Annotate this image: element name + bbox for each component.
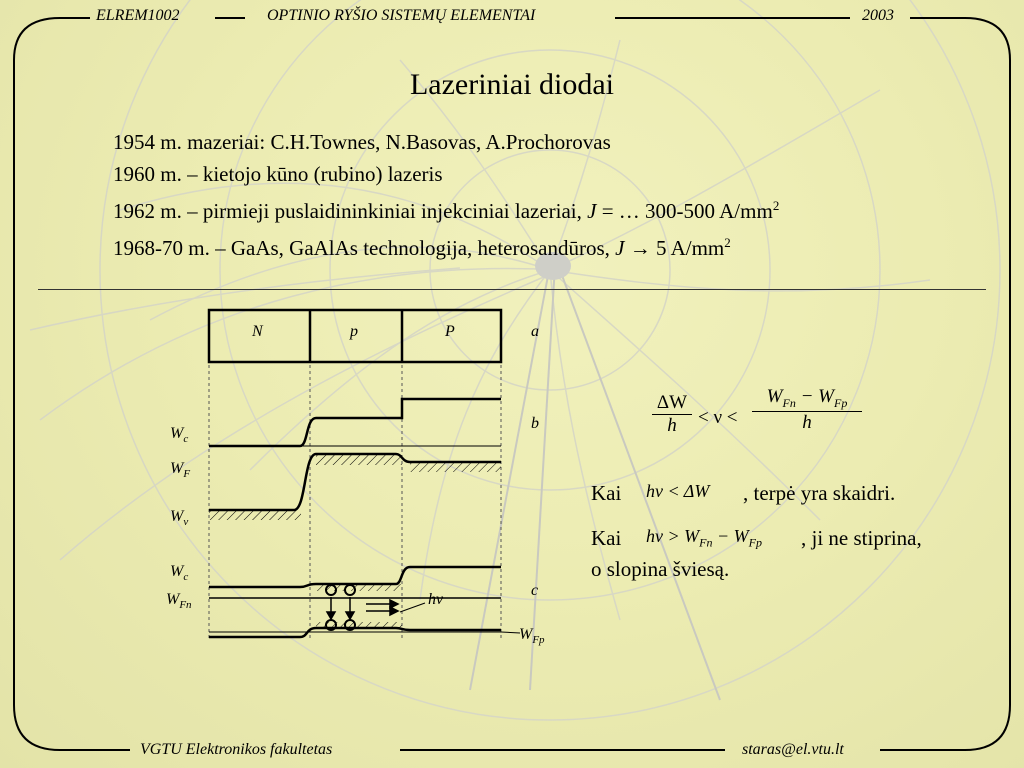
condition-2-formula: $h\nu > W_{Fn} - W_{Fp}$	[646, 526, 762, 550]
history-line-1962: 1962 m. – pirmieji puslaidininkiniai injekciniai lazeriai, J = … 300-500 $A/mm^2$	[113, 198, 780, 223]
wv-label: $W_v$	[170, 508, 189, 529]
wfp-label: $W_{Fp}$	[519, 626, 545, 647]
wc2-label: $W_c$	[170, 563, 189, 584]
condition-2-result: , ji ne stiprina,	[801, 526, 922, 550]
region-p-label: p	[350, 323, 358, 340]
band-diagram-equilibrium	[209, 399, 501, 510]
condition-1-result: , terpė yra skaidri.	[743, 481, 896, 505]
region-n-label: N	[252, 323, 263, 340]
formula-middle: < ν <	[698, 407, 738, 428]
history-line-1968: 1968-70 m. – GaAs, GaAlAs technologija, heterosandūros, J → 5 $A/mm^2$	[113, 235, 731, 260]
recombination-arrows	[327, 597, 398, 619]
header-course-title: OPTINIO RYŠIO SISTEMŲ ELEMENTAI	[267, 7, 536, 24]
formula-left-fraction: ΔW h	[652, 392, 692, 437]
condition-1-formula: hν < ΔW	[646, 481, 710, 501]
header-course-code: ELREM1002	[96, 7, 180, 24]
footer-email: staras@el.vtu.lt	[742, 741, 844, 758]
panel-c-label: c	[531, 582, 539, 599]
footer-faculty: VGTU Elektronikos fakultetas	[140, 741, 333, 758]
slide-title: Lazeriniai diodai	[409, 68, 615, 101]
history-line-1960: 1960 m. – kietojo kūno (rubino) lazeris	[113, 162, 443, 186]
wc-label: $W_c$	[170, 425, 189, 446]
panel-b-label: b	[531, 415, 539, 432]
header-year: 2003	[862, 7, 894, 24]
wfn-label: $W_{Fn}$	[166, 591, 192, 612]
panel-a-label: a	[531, 323, 539, 340]
condition-2-kai: Kai	[591, 526, 622, 550]
region-P-label: P	[445, 323, 455, 340]
history-line-1954: 1954 m. mazeriai: C.H.Townes, N.Basovas, A.Prochorovas	[113, 130, 611, 154]
condition-1-kai: Kai	[591, 481, 622, 505]
wf-label: $W_F$	[170, 460, 191, 481]
condition-2-result-cont: o slopina šviesą.	[591, 557, 730, 581]
formula-right-fraction: $W_{Fn} - W_{Fp}$ h	[752, 386, 862, 434]
photon-label: hν	[428, 591, 444, 608]
